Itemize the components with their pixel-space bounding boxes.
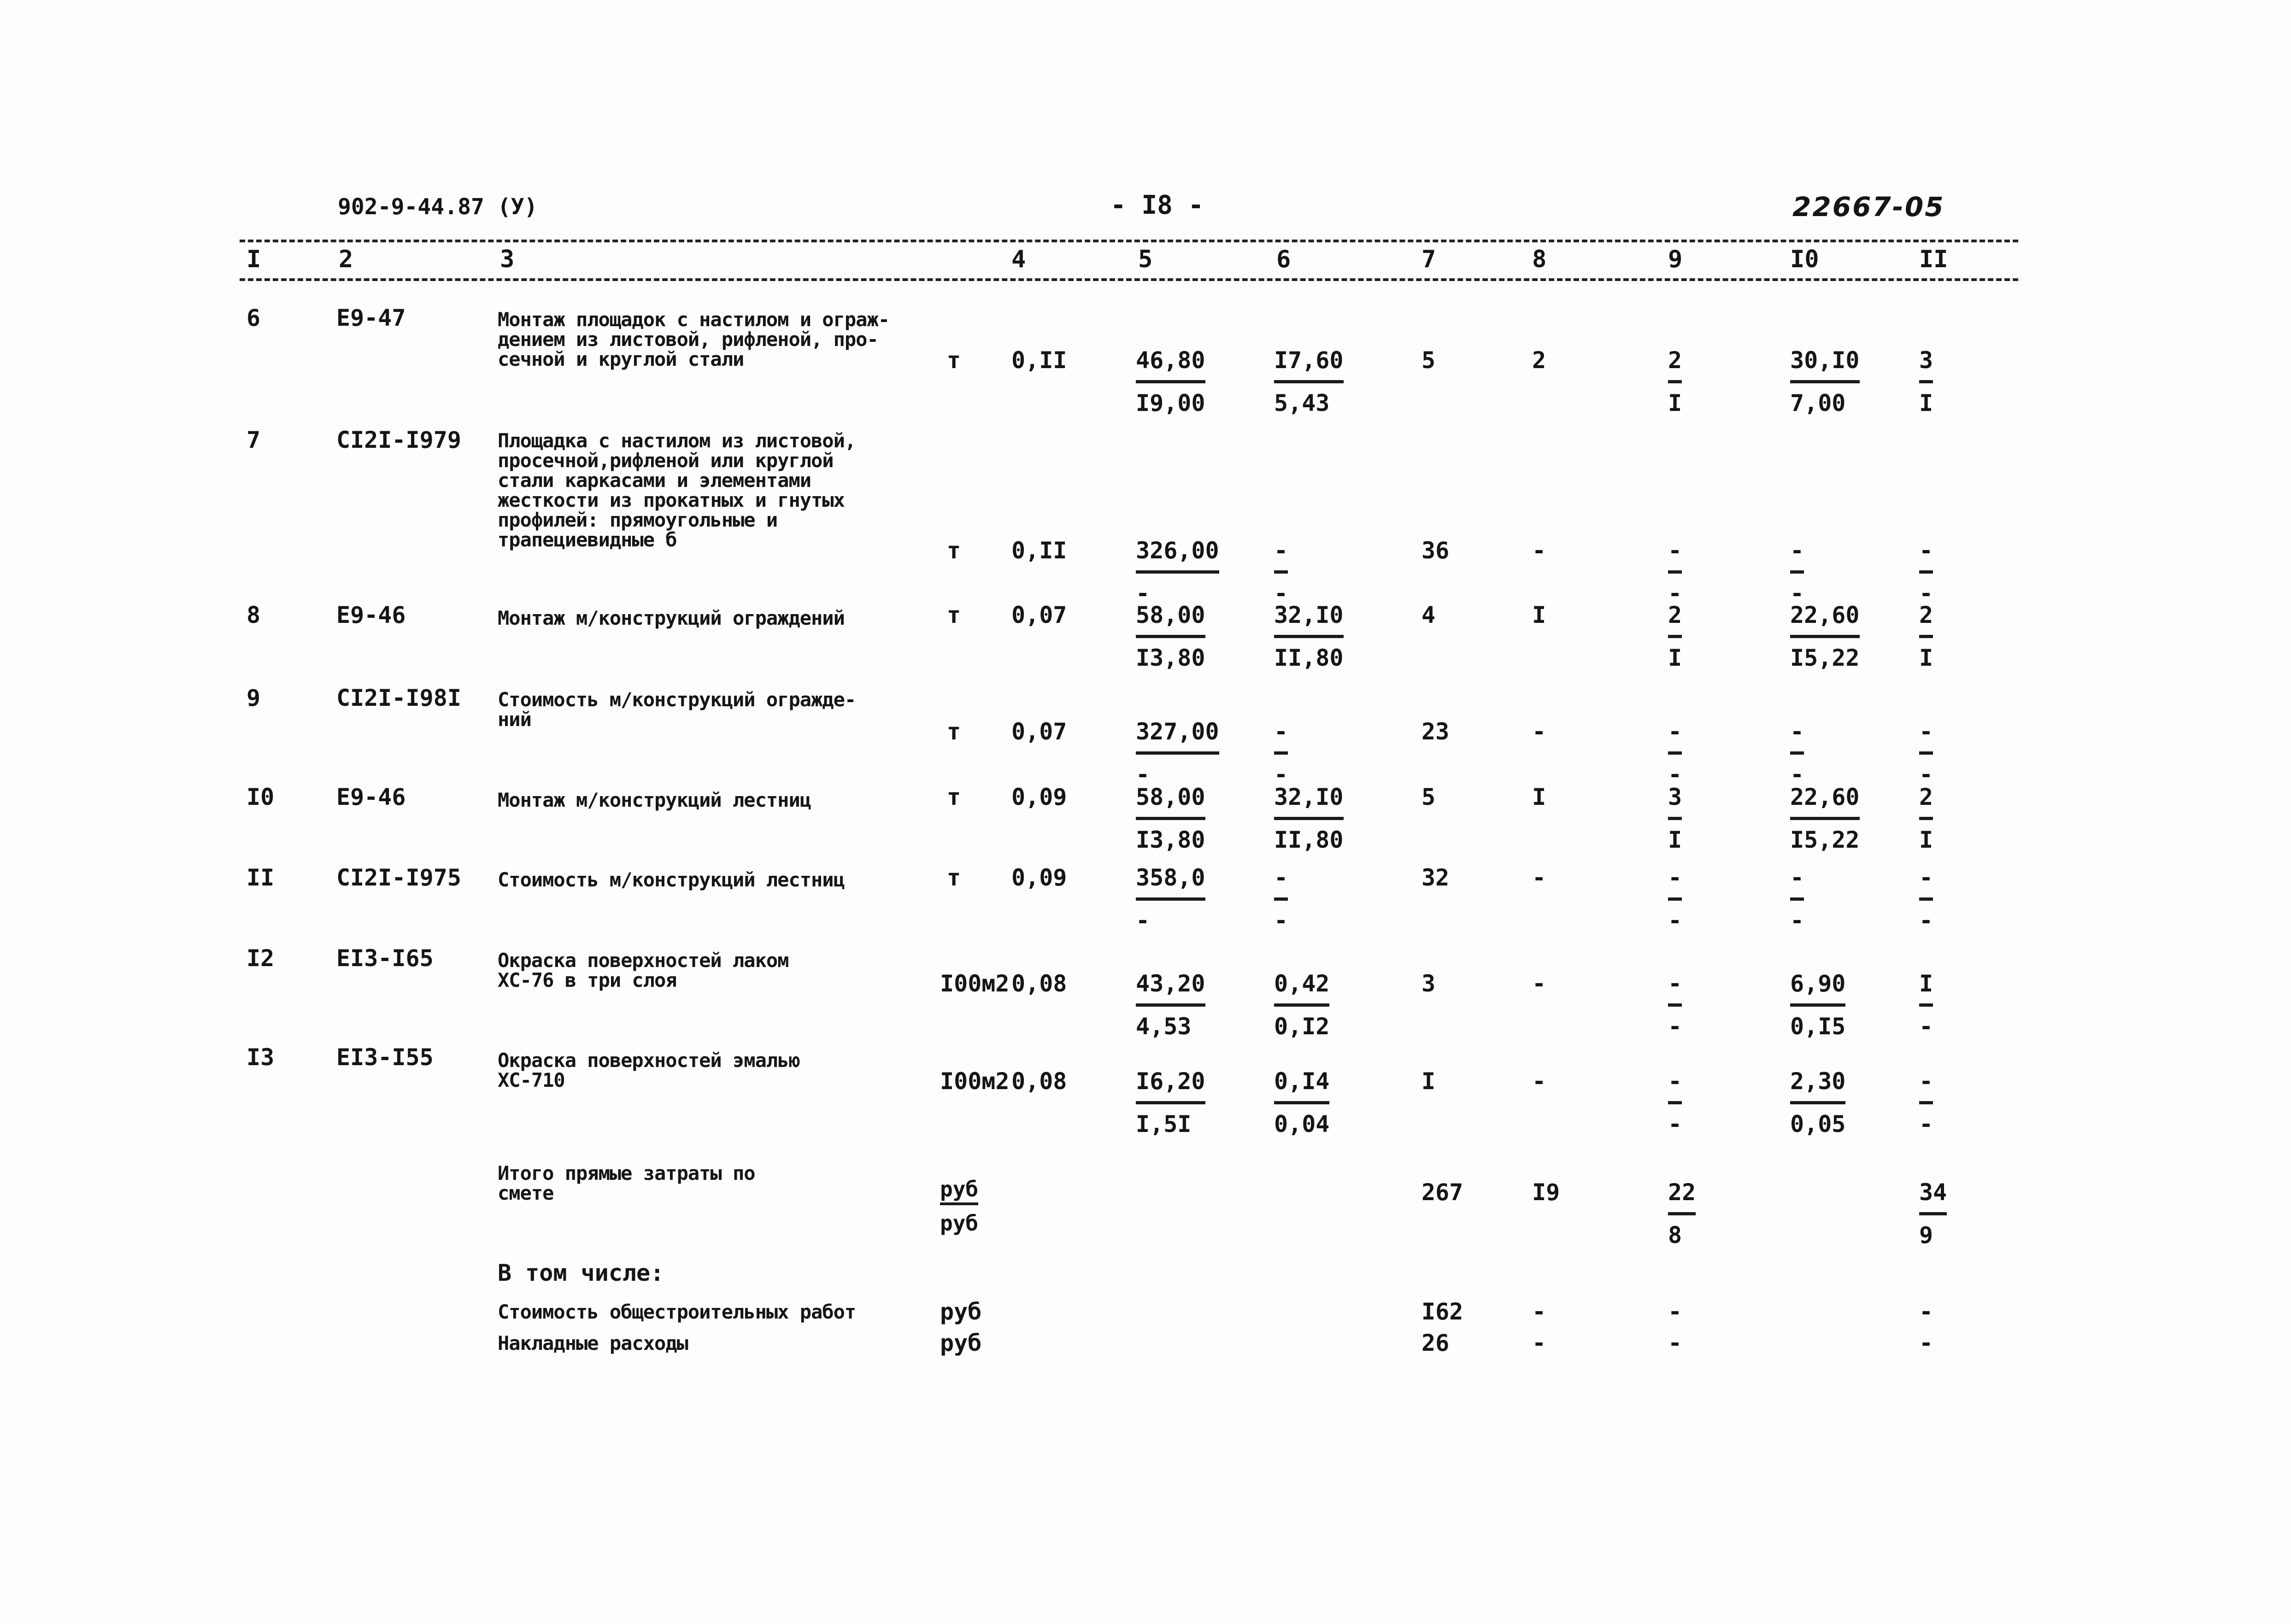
machine-cost-denominator: I bbox=[1668, 827, 1682, 853]
work-description: Монтаж площадок с настилом и ограж- дением из листовой, рифленой, про- сечной и круглой стали bbox=[498, 308, 890, 370]
unit-cost-total-numerator: 326,00 bbox=[1136, 539, 1219, 574]
machine-cost-denominator: - bbox=[1668, 907, 1682, 934]
labor-per-unit-denominator: - bbox=[1790, 907, 1804, 934]
unit-cost-operation-numerator: 0,I4 bbox=[1274, 1070, 1329, 1104]
unit-cost-total-numerator: 58,00 bbox=[1136, 604, 1205, 638]
total-cost: I bbox=[1422, 1068, 1436, 1095]
labor-total-denominator: I bbox=[1919, 827, 1933, 853]
column-number: 8 bbox=[1532, 246, 1547, 273]
wage-cost: - bbox=[1532, 1068, 1546, 1095]
totals-unit-numerator: руб bbox=[940, 1178, 978, 1205]
unit-cost-total-denominator: - bbox=[1136, 761, 1150, 788]
labor-per-unit bbox=[1790, 604, 1860, 675]
machine-cost-numerator: - bbox=[1668, 866, 1682, 901]
column-number: I bbox=[247, 246, 261, 273]
work-description: Окраска поверхностей эмалью ХС-710 bbox=[498, 1049, 800, 1091]
labor-total bbox=[1919, 539, 1933, 610]
labor-total bbox=[1919, 972, 1933, 1044]
totals-labor-total-denominator: 9 bbox=[1919, 1222, 1933, 1249]
norm-code: Е9-46 bbox=[336, 602, 406, 628]
norm-code: Е9-47 bbox=[336, 305, 406, 331]
labor-per-unit bbox=[1790, 972, 1845, 1044]
subtotal-label: Стоимость общестроительных работ bbox=[498, 1301, 856, 1323]
page-number: - I8 - bbox=[1110, 190, 1204, 220]
unit-cost-operation-denominator: 0,I2 bbox=[1274, 1013, 1330, 1040]
unit-cost-operation bbox=[1274, 539, 1288, 610]
total-cost: 36 bbox=[1422, 537, 1450, 564]
labor-per-unit-numerator: 22,60 bbox=[1790, 786, 1860, 820]
column-number: 7 bbox=[1422, 246, 1436, 273]
labor-total-denominator: I bbox=[1919, 645, 1933, 671]
machine-cost-numerator: - bbox=[1668, 539, 1682, 574]
labor-per-unit-denominator: I5,22 bbox=[1790, 645, 1860, 671]
labor-per-unit-numerator: - bbox=[1790, 720, 1804, 755]
unit: I00м2 bbox=[940, 970, 1010, 997]
labor-per-unit bbox=[1790, 539, 1804, 610]
labor-total-denominator: - bbox=[1919, 1111, 1933, 1137]
labor-per-unit-denominator: - bbox=[1790, 580, 1804, 607]
unit: т bbox=[947, 784, 961, 810]
column-number: 2 bbox=[339, 246, 353, 273]
labor-total-denominator: I bbox=[1919, 390, 1933, 416]
labor-per-unit-numerator: - bbox=[1790, 539, 1804, 574]
unit-cost-total bbox=[1136, 604, 1205, 675]
machine-cost-numerator: - bbox=[1668, 972, 1682, 1007]
wage-cost: - bbox=[1532, 864, 1546, 891]
column-number: 9 bbox=[1668, 246, 1683, 273]
row-number: I3 bbox=[247, 1044, 275, 1071]
subtotal-total-cost: I62 bbox=[1422, 1298, 1463, 1325]
labor-total bbox=[1919, 720, 1933, 791]
total-cost: 32 bbox=[1422, 864, 1450, 891]
row-number: 6 bbox=[247, 305, 261, 331]
subtotal-machine-cost: - bbox=[1668, 1298, 1682, 1325]
unit: т bbox=[947, 537, 961, 564]
norm-code: ЕI3-I55 bbox=[336, 1044, 434, 1071]
machine-cost-denominator: - bbox=[1668, 580, 1682, 607]
totals-labor-total bbox=[1919, 1181, 1947, 1252]
labor-total-numerator: 3 bbox=[1919, 349, 1933, 383]
labor-per-unit-numerator: - bbox=[1790, 866, 1804, 901]
registration-number: 22667-05 bbox=[1792, 191, 1945, 223]
quantity: 0,09 bbox=[1011, 864, 1067, 891]
unit-cost-operation bbox=[1274, 349, 1344, 420]
norm-code: СI2I-I98I bbox=[336, 685, 461, 711]
unit-cost-total-numerator: 46,80 bbox=[1136, 349, 1205, 383]
machine-cost bbox=[1668, 786, 1682, 857]
work-description: Монтаж м/конструкций лестниц bbox=[498, 789, 811, 811]
subtotal-unit: руб bbox=[940, 1330, 982, 1356]
total-cost: 23 bbox=[1422, 718, 1450, 745]
unit-cost-total-numerator: 358,0 bbox=[1136, 866, 1205, 901]
labor-total-numerator: I bbox=[1919, 972, 1933, 1007]
subtotal-machine-cost: - bbox=[1668, 1330, 1682, 1356]
machine-cost-numerator: - bbox=[1668, 1070, 1682, 1104]
machine-cost-denominator: - bbox=[1668, 1013, 1682, 1040]
machine-cost bbox=[1668, 539, 1682, 610]
unit: т bbox=[947, 602, 961, 628]
unit-cost-operation-numerator: - bbox=[1274, 720, 1288, 755]
work-description: Монтаж м/конструкций ограждений bbox=[498, 607, 845, 629]
unit-cost-operation-denominator: - bbox=[1274, 907, 1288, 934]
labor-total-denominator: - bbox=[1919, 1013, 1933, 1040]
unit-cost-operation-numerator: - bbox=[1274, 539, 1288, 574]
header-top-rule bbox=[240, 240, 2018, 242]
norm-code: СI2I-I975 bbox=[336, 864, 461, 891]
column-number: 4 bbox=[1011, 246, 1026, 273]
wage-cost: - bbox=[1532, 970, 1546, 997]
unit-cost-total bbox=[1136, 786, 1205, 857]
norm-code: Е9-46 bbox=[336, 784, 406, 810]
unit-cost-total-numerator: I6,20 bbox=[1136, 1070, 1205, 1104]
totals-machine-cost bbox=[1668, 1181, 1696, 1252]
labor-total bbox=[1919, 786, 1933, 857]
totals-unit bbox=[940, 1178, 978, 1234]
unit-cost-operation bbox=[1274, 972, 1329, 1044]
totals-machine-cost-numerator: 22 bbox=[1668, 1181, 1696, 1215]
labor-per-unit-numerator: 22,60 bbox=[1790, 604, 1860, 638]
labor-per-unit bbox=[1790, 866, 1804, 938]
unit-cost-total-numerator: 43,20 bbox=[1136, 972, 1205, 1007]
unit-cost-total-denominator: I9,00 bbox=[1136, 390, 1205, 416]
unit-cost-operation-numerator: 32,I0 bbox=[1274, 604, 1344, 638]
work-description: Стоимость м/конструкций лестниц bbox=[498, 868, 845, 891]
totals-labor-total-numerator: 34 bbox=[1919, 1181, 1947, 1215]
machine-cost bbox=[1668, 1070, 1682, 1141]
totals-total-cost: 267 bbox=[1422, 1179, 1463, 1206]
labor-per-unit-denominator: I5,22 bbox=[1790, 827, 1860, 853]
wage-cost: I bbox=[1532, 602, 1546, 628]
unit: I00м2 bbox=[940, 1068, 1010, 1095]
row-number: 8 bbox=[247, 602, 261, 628]
unit-cost-total-numerator: 58,00 bbox=[1136, 786, 1205, 820]
header-bottom-rule bbox=[240, 278, 2018, 281]
total-cost: 5 bbox=[1422, 784, 1436, 810]
totals-machine-cost-denominator: 8 bbox=[1668, 1222, 1682, 1249]
unit-cost-operation-denominator: - bbox=[1274, 761, 1288, 788]
totals-label: Итого прямые затраты по смете bbox=[498, 1162, 755, 1204]
total-cost: 3 bbox=[1422, 970, 1436, 997]
row-number: 9 bbox=[247, 685, 261, 711]
labor-total-denominator: - bbox=[1919, 580, 1933, 607]
unit-cost-total-denominator: - bbox=[1136, 580, 1150, 607]
unit-cost-total-denominator: I,5I bbox=[1136, 1111, 1192, 1137]
unit-cost-operation-denominator: 5,43 bbox=[1274, 390, 1330, 416]
machine-cost-denominator: I bbox=[1668, 390, 1682, 416]
unit-cost-operation bbox=[1274, 866, 1288, 938]
row-number: I0 bbox=[247, 784, 275, 810]
machine-cost bbox=[1668, 972, 1682, 1044]
labor-total-numerator: - bbox=[1919, 866, 1933, 901]
subtotal-total-cost: 26 bbox=[1422, 1330, 1450, 1356]
wage-cost: 2 bbox=[1532, 347, 1546, 374]
labor-total-numerator: 2 bbox=[1919, 604, 1933, 638]
subtotal-labor-total: - bbox=[1919, 1298, 1933, 1325]
unit-cost-total-denominator: - bbox=[1136, 907, 1150, 934]
labor-total bbox=[1919, 866, 1933, 938]
subtotal-wage-cost: - bbox=[1532, 1330, 1546, 1356]
total-cost: 4 bbox=[1422, 602, 1436, 628]
wage-cost: - bbox=[1532, 537, 1546, 564]
labor-total-denominator: - bbox=[1919, 761, 1933, 788]
unit-cost-total-numerator: 327,00 bbox=[1136, 720, 1219, 755]
quantity: 0,II bbox=[1011, 537, 1067, 564]
machine-cost-numerator: 2 bbox=[1668, 349, 1682, 383]
quantity: 0,07 bbox=[1011, 718, 1067, 745]
norm-code: СI2I-I979 bbox=[336, 427, 461, 453]
quantity: 0,09 bbox=[1011, 784, 1067, 810]
unit-cost-operation-numerator: 0,42 bbox=[1274, 972, 1329, 1007]
wage-cost: I bbox=[1532, 784, 1546, 810]
unit-cost-operation-denominator: - bbox=[1274, 580, 1288, 607]
labor-total-numerator: - bbox=[1919, 1070, 1933, 1104]
work-description: Окраска поверхностей лаком ХС-76 в три слоя bbox=[498, 949, 789, 991]
labor-total-denominator: - bbox=[1919, 907, 1933, 934]
machine-cost-numerator: 2 bbox=[1668, 604, 1682, 638]
machine-cost-denominator: - bbox=[1668, 761, 1682, 788]
unit-cost-operation-denominator: II,80 bbox=[1274, 827, 1344, 853]
subtotal-wage-cost: - bbox=[1532, 1298, 1546, 1325]
work-description: Стоимость м/конструкций огражде- ний bbox=[498, 688, 856, 731]
labor-per-unit bbox=[1790, 349, 1860, 420]
labor-per-unit bbox=[1790, 786, 1860, 857]
including-label: В том числе: bbox=[498, 1260, 664, 1286]
quantity: 0,08 bbox=[1011, 1068, 1067, 1095]
labor-per-unit bbox=[1790, 720, 1804, 791]
unit: т bbox=[947, 718, 961, 745]
labor-per-unit-numerator: 2,30 bbox=[1790, 1070, 1845, 1104]
unit-cost-total-denominator: 4,53 bbox=[1136, 1013, 1192, 1040]
column-number: 6 bbox=[1276, 246, 1291, 273]
machine-cost bbox=[1668, 604, 1682, 675]
labor-per-unit-denominator: - bbox=[1790, 761, 1804, 788]
machine-cost-denominator: I bbox=[1668, 645, 1682, 671]
unit-cost-operation bbox=[1274, 604, 1344, 675]
unit-cost-operation-numerator: 32,I0 bbox=[1274, 786, 1344, 820]
labor-total bbox=[1919, 604, 1933, 675]
column-number: 3 bbox=[500, 246, 515, 273]
totals-unit-denominator: руб bbox=[940, 1211, 979, 1236]
unit-cost-total bbox=[1136, 539, 1219, 610]
unit-cost-total bbox=[1136, 866, 1205, 938]
unit-cost-operation bbox=[1274, 720, 1288, 791]
subtotal-label: Накладные расходы bbox=[498, 1332, 688, 1354]
unit: т bbox=[947, 864, 961, 891]
labor-total-numerator: 2 bbox=[1919, 786, 1933, 820]
machine-cost-numerator: 3 bbox=[1668, 786, 1682, 820]
unit-cost-operation bbox=[1274, 786, 1344, 857]
totals-wage-cost: I9 bbox=[1532, 1179, 1560, 1206]
unit-cost-total bbox=[1136, 349, 1205, 420]
unit-cost-operation-denominator: II,80 bbox=[1274, 645, 1344, 671]
subtotal-labor-total: - bbox=[1919, 1330, 1933, 1356]
labor-total-numerator: - bbox=[1919, 720, 1933, 755]
column-number: 5 bbox=[1138, 246, 1153, 273]
unit-cost-total bbox=[1136, 972, 1205, 1044]
machine-cost-denominator: - bbox=[1668, 1111, 1682, 1137]
quantity: 0,07 bbox=[1011, 602, 1067, 628]
labor-total bbox=[1919, 1070, 1933, 1141]
subtotal-unit: руб bbox=[940, 1298, 982, 1325]
labor-total-numerator: - bbox=[1919, 539, 1933, 574]
total-cost: 5 bbox=[1422, 347, 1436, 374]
labor-per-unit bbox=[1790, 1070, 1845, 1141]
machine-cost bbox=[1668, 349, 1682, 420]
unit-cost-operation-numerator: I7,60 bbox=[1274, 349, 1344, 383]
machine-cost bbox=[1668, 866, 1682, 938]
labor-per-unit-denominator: 0,I5 bbox=[1790, 1013, 1846, 1040]
wage-cost: - bbox=[1532, 718, 1546, 745]
column-number: II bbox=[1919, 246, 1948, 273]
machine-cost bbox=[1668, 720, 1682, 791]
unit: т bbox=[947, 347, 961, 374]
labor-total bbox=[1919, 349, 1933, 420]
unit-cost-operation-numerator: - bbox=[1274, 866, 1288, 901]
quantity: 0,08 bbox=[1011, 970, 1067, 997]
row-number: II bbox=[247, 864, 275, 891]
unit-cost-operation-denominator: 0,04 bbox=[1274, 1111, 1330, 1137]
work-description: Площадка с настилом из листовой, просечной,рифленой или круглой стали каркасами и элементами жесткости из прокатных и гнутых профилей: прямоугольные и трапециевидные б bbox=[498, 429, 856, 551]
unit-cost-total bbox=[1136, 720, 1219, 791]
unit-cost-operation bbox=[1274, 1070, 1329, 1141]
norm-code: ЕI3-I65 bbox=[336, 945, 434, 972]
unit-cost-total-denominator: I3,80 bbox=[1136, 827, 1205, 853]
row-number: 7 bbox=[247, 427, 261, 453]
row-number: I2 bbox=[247, 945, 275, 972]
column-number: I0 bbox=[1790, 246, 1819, 273]
document-code: 902-9-44.87 (У) bbox=[338, 194, 538, 220]
unit-cost-total bbox=[1136, 1070, 1205, 1141]
labor-per-unit-denominator: 0,05 bbox=[1790, 1111, 1846, 1137]
labor-per-unit-denominator: 7,00 bbox=[1790, 390, 1846, 416]
quantity: 0,II bbox=[1011, 347, 1067, 374]
labor-per-unit-numerator: 30,I0 bbox=[1790, 349, 1860, 383]
machine-cost-numerator: - bbox=[1668, 720, 1682, 755]
labor-per-unit-numerator: 6,90 bbox=[1790, 972, 1845, 1007]
unit-cost-total-denominator: I3,80 bbox=[1136, 645, 1205, 671]
